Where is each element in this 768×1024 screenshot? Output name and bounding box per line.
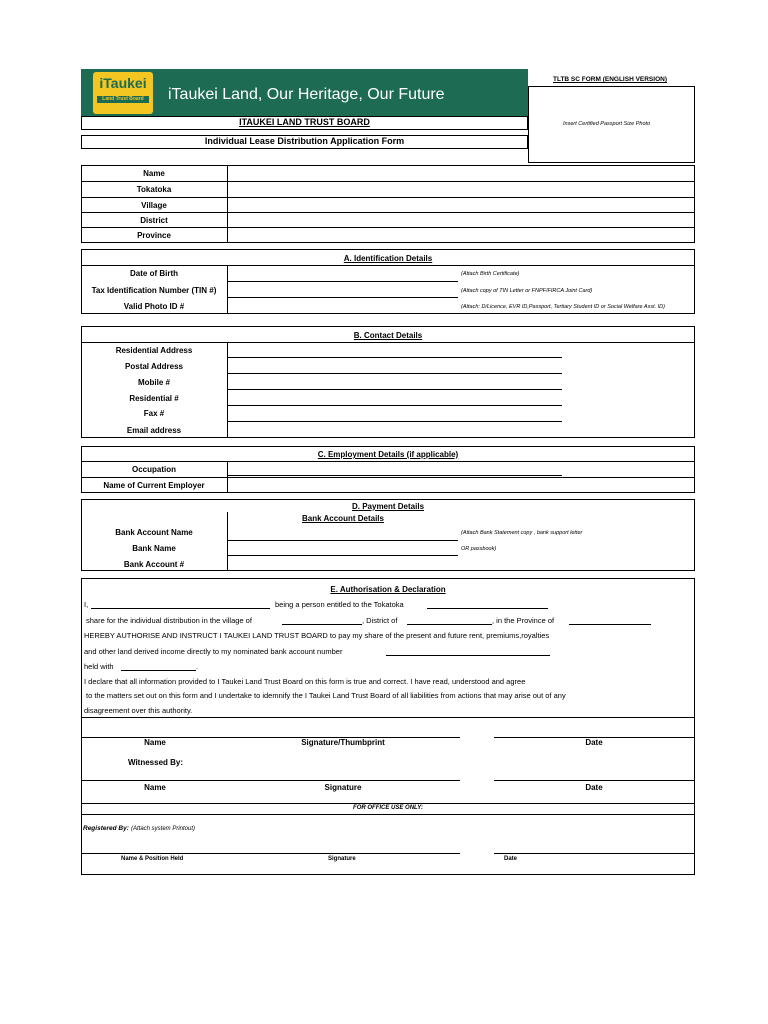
mobile-label: Mobile # (137, 378, 170, 387)
postal-address-label: Postal Address (125, 362, 183, 371)
registered-note: (Attach system Printout) (131, 826, 196, 832)
bank-note-2: OR passbook) (461, 546, 497, 552)
auth-line8: disagreement over this authority. (84, 706, 193, 715)
tokatoka-field[interactable] (228, 182, 694, 196)
village-field[interactable] (228, 198, 694, 211)
residential-phone-field[interactable] (228, 391, 562, 404)
sign-date-label: Date (585, 738, 603, 747)
auth-line1b: being a person entitled to the Tokatoka (275, 600, 404, 609)
auth-line1a: I, (84, 600, 89, 609)
employment-title: C. Employment Details (if applicable) (317, 450, 459, 459)
employer-field[interactable] (228, 478, 694, 492)
witness-sign-line[interactable] (82, 780, 460, 781)
province-label: Province (137, 231, 171, 240)
photo-id-note: (Attach: D/Licence, EVR ID,Passport, Tertiary Student ID or Social Welfare Asst. ID) (461, 304, 665, 310)
dob-note: (Attach Birth Certificate) (461, 271, 520, 277)
auth-line2b: , District of (362, 616, 398, 625)
district-label: District (140, 216, 168, 225)
auth-line3: HEREBY AUTHORISE AND INSTRUCT I TAUKEI LAND TRUST BOARD to pay my share of the present and future rent, premiums,royalties (84, 631, 550, 640)
authorisation-title: E. Authorisation & Declaration (330, 585, 446, 594)
logo-text: iTaukei (99, 75, 147, 91)
photo-id-field[interactable] (228, 299, 458, 312)
residential-address-label: Residential Address (115, 346, 193, 355)
office-date-label: Date (504, 856, 518, 862)
tin-note: (Attach copy of TIN Letter or FNPF/FIRCA Joint Card) (461, 288, 593, 294)
registered-by-label: Registered By: (83, 825, 129, 832)
contact-title: B. Contact Details (353, 331, 423, 340)
occupation-field[interactable] (228, 462, 562, 475)
tin-label: Tax Identification Number (TIN #) (91, 286, 217, 295)
account-number-label: Bank Account # (123, 560, 185, 569)
name-position-label: Name & Position Held (121, 856, 184, 862)
auth-line6: I declare that all information provided to I Taukei Land Trust Board on this form is true and correct. I have read, understood and agree (84, 677, 526, 686)
logo-subtext: Land Trust Board (97, 96, 149, 103)
auth-line5b: . (196, 662, 199, 671)
applicant-name-blank[interactable] (91, 608, 270, 609)
sign-name-label: Name (144, 738, 166, 747)
bank-name-field[interactable] (228, 542, 458, 554)
sign-thumbprint-label: Signature/Thumbprint (301, 738, 385, 747)
auth-line7: to the matters set out on this form and I undertake to idemnify the I Taukei Land Trust Board of all liabilities from actions that may arise out of any (86, 691, 566, 700)
form-title: Individual Lease Distribution Application Form (204, 136, 405, 146)
bank-note-1: (Attach Bank Statement copy , bank support letter (461, 530, 583, 536)
office-title: FOR OFFICE USE ONLY: (353, 805, 423, 811)
postal-address-field[interactable] (228, 359, 562, 372)
dob-field[interactable] (228, 267, 458, 280)
account-name-label: Bank Account Name (115, 528, 193, 537)
office-date-line[interactable] (494, 853, 694, 854)
tagline: iTaukei Land, Our Heritage, Our Future (168, 86, 445, 103)
auth-line4: and other land derived income directly to my nominated bank account number (84, 647, 343, 656)
witnessed-by-label: Witnessed By: (127, 758, 184, 767)
province-blank[interactable] (569, 624, 651, 625)
fax-field[interactable] (228, 407, 562, 420)
bank-account-blank[interactable] (386, 655, 550, 656)
village-label: Village (141, 201, 167, 210)
payment-subtitle: Bank Account Details (302, 514, 384, 523)
photo-id-label: Valid Photo ID # (123, 302, 185, 311)
residential-phone-label: Residential # (129, 394, 179, 403)
witness-date-label: Date (585, 783, 603, 792)
name-field[interactable] (228, 166, 694, 180)
account-number-field[interactable] (228, 557, 458, 570)
fax-label: Fax # (143, 409, 165, 418)
mobile-field[interactable] (228, 375, 562, 388)
board-title: ITAUKEI LAND TRUST BOARD (239, 117, 370, 127)
auth-line2a: share for the individual distribution in the village of (86, 616, 252, 625)
residential-address-field[interactable] (228, 343, 562, 356)
witness-signature-label: Signature (324, 783, 362, 792)
district-field[interactable] (228, 213, 694, 226)
account-name-field[interactable] (228, 526, 458, 539)
bank-held-with-blank[interactable] (121, 670, 196, 671)
village-blank[interactable] (282, 624, 362, 625)
employer-label: Name of Current Employer (103, 481, 205, 490)
email-label: Email address (126, 426, 182, 435)
itaukei-logo (93, 72, 153, 114)
payment-title: D. Payment Details (351, 502, 425, 511)
district-blank[interactable] (407, 624, 492, 625)
form-code: TLTB SC FORM (ENGLISH VERSION) (553, 76, 667, 83)
office-signature-label: Signature (328, 856, 356, 862)
province-field[interactable] (228, 228, 694, 242)
witness-date-line[interactable] (494, 780, 694, 781)
identification-title: A. Identification Details (343, 254, 433, 263)
auth-line2c: , in the Province of (492, 616, 555, 625)
occupation-label: Occupation (131, 465, 176, 474)
office-sign-line[interactable] (82, 853, 460, 854)
auth-line5a: held with (84, 662, 114, 671)
tin-field[interactable] (228, 283, 458, 296)
dob-label: Date of Birth (130, 269, 178, 278)
photo-note: Insert Certified Passport Size Photo (563, 121, 651, 127)
email-field[interactable] (228, 423, 562, 436)
tokatoka-blank[interactable] (427, 608, 548, 609)
bank-name-label: Bank Name (132, 544, 176, 553)
witness-name-label: Name (144, 783, 166, 792)
name-label: Name (143, 169, 165, 178)
tokatoka-label: Tokatoka (136, 185, 172, 194)
